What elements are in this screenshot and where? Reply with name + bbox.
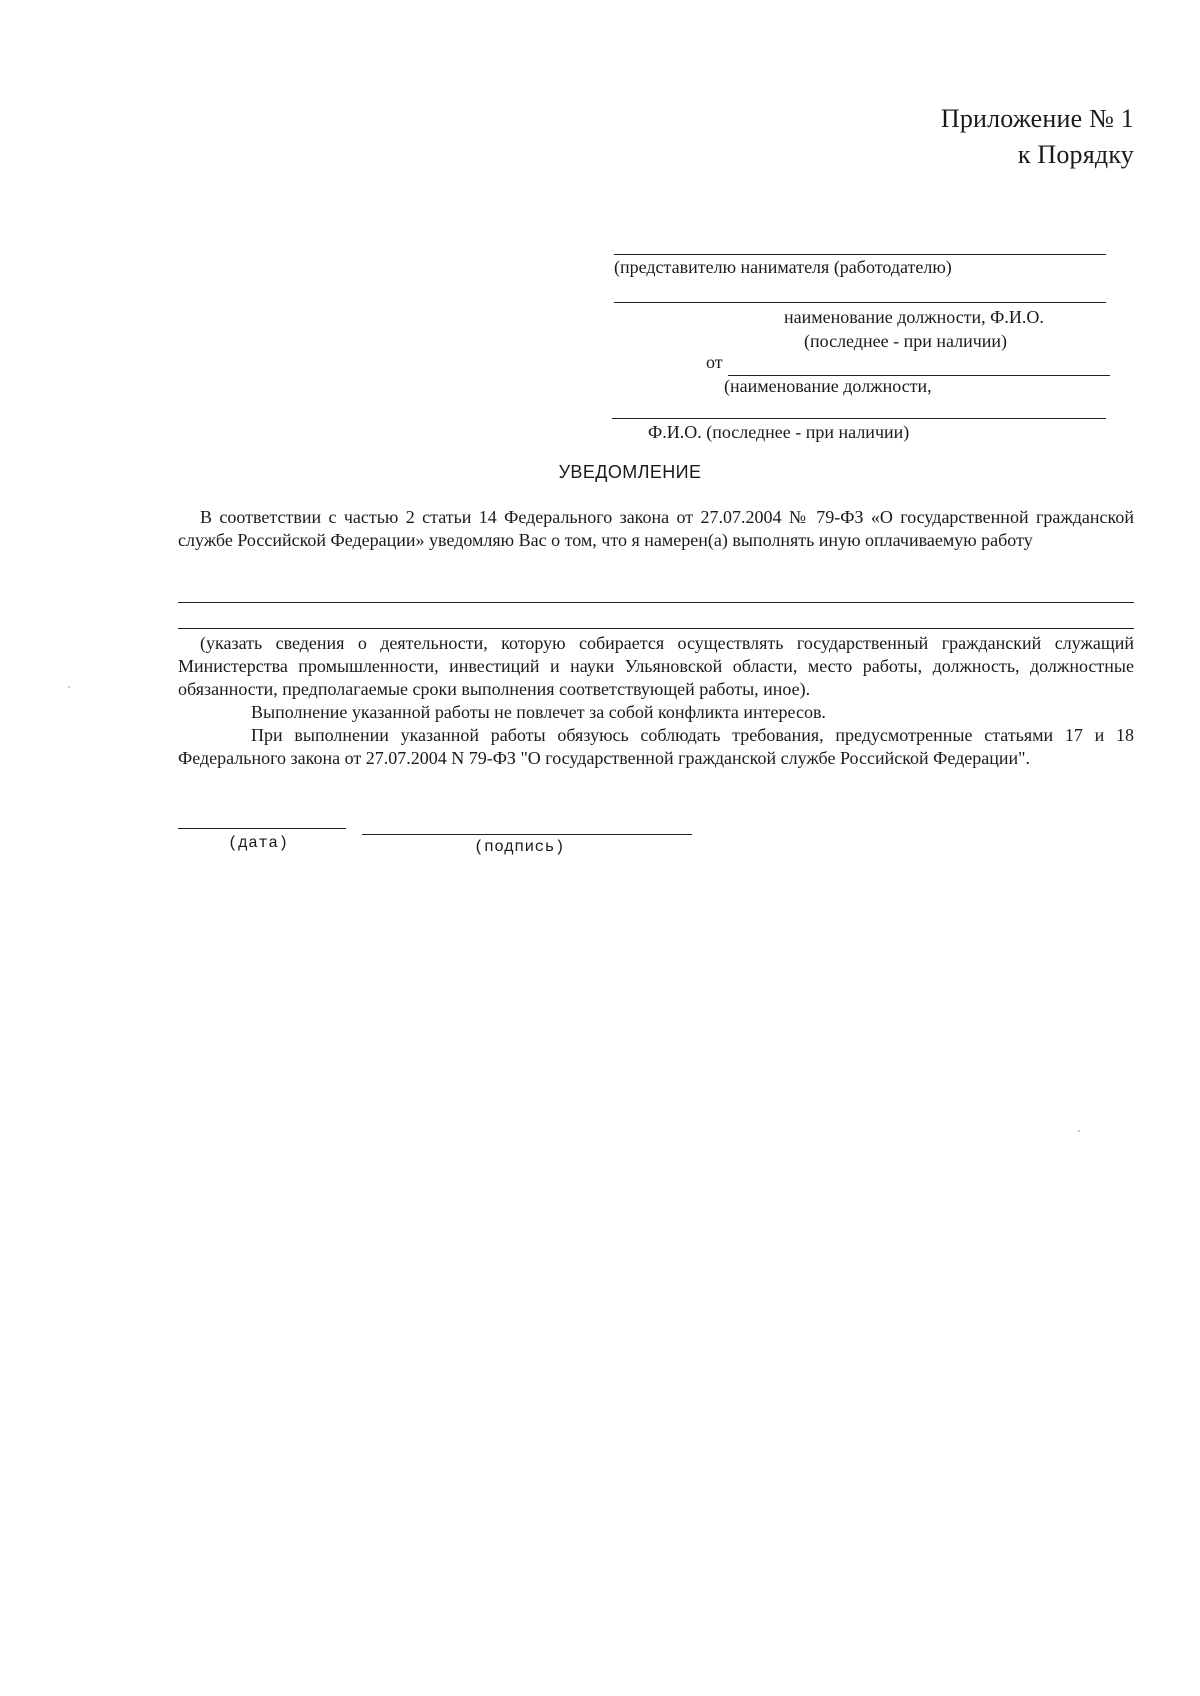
from-label: от [706,352,723,372]
no-conflict-paragraph: Выполнение указанной работы не повлечет за собой конфликта интересов. [251,702,826,722]
from-name-blank-line[interactable] [612,418,1106,419]
scan-speck [68,686,70,688]
scan-speck [1078,1130,1080,1132]
addressee-to-label: (представителю нанимателя (работодателю) [614,257,952,277]
work-description-line-2[interactable] [178,628,1134,629]
document-title: УВЕДОМЛЕНИЕ [558,462,702,482]
signature-blank-line[interactable] [362,834,692,835]
signature-label: (подпись) [474,838,565,856]
addressee-position-name-label: наименование должности, Ф.И.О. [784,307,1044,327]
date-blank-line[interactable] [178,828,346,829]
appendix-subtitle: к Порядку [1017,140,1134,169]
from-name-label: Ф.И.О. (последнее - при наличии) [648,422,910,442]
obligation-paragraph: При выполнении указанной работы обязуюсь соблюдать требования, предусмотренные статьями 17 и 18 Федерального закона от 27.07.2004 N 79-ФЗ "О государственной гражданской службе Российской Федерации". [178,725,1134,768]
addressee-position-name-note: (последнее - при наличии) [804,331,1008,351]
addressee-blank-line-1[interactable] [614,254,1106,255]
date-label: (дата) [228,834,289,852]
appendix-title: Приложение № 1 [940,104,1134,133]
from-position-label: (наименование должности, [724,376,932,396]
intro-paragraph: В соответствии с частью 2 статьи 14 Федерального закона от 27.07.2004 № 79-ФЗ «О государственной гражданской службе Российской Федерации» уведомляю Вас о том, что я намерен(а) выполнять иную оплачиваемую работу [178,507,1134,550]
addressee-blank-line-2[interactable] [614,302,1106,303]
work-description-line-1[interactable] [178,602,1134,603]
instruction-paragraph: (указать сведения о деятельности, которую собирается осуществлять государственный гражданский служащий Министерства промышленности, инвестиций и науки Ульяновской области, место работы, должность, должностные обязанности, предполагаемые сроки выполнения соответствующей работы, иное). [178,633,1134,699]
